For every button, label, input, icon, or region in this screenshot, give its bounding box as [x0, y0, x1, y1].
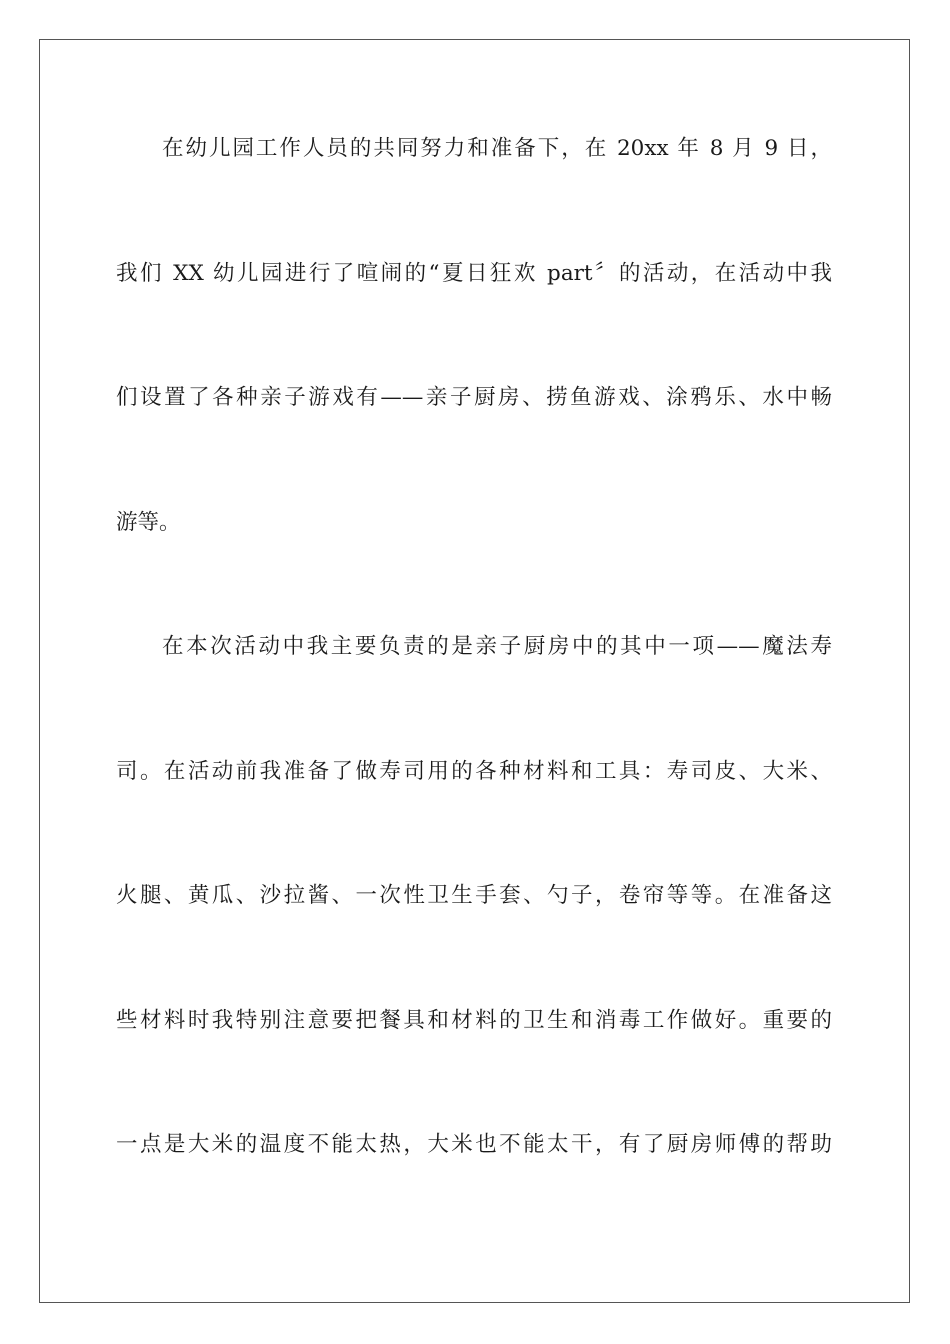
- paragraph-2-line-3: 火腿、黄瓜、沙拉酱、一次性卫生手套、勺子，卷帘等等。在准备这: [116, 883, 832, 908]
- paragraph-1-line-3: 们设置了各种亲子游戏有——亲子厨房、捞鱼游戏、涂鸦乐、水中畅: [116, 385, 832, 410]
- paragraph-2-line-4: 些材料时我特别注意要把餐具和材料的卫生和消毒工作做好。重要的: [116, 1008, 832, 1033]
- paragraph-1-line-4: 游等。: [116, 510, 181, 535]
- paragraph-2-line-1: 在本次活动中我主要负责的是亲子厨房中的其中一项——魔法寿: [162, 634, 832, 659]
- page-border: [39, 39, 910, 1303]
- paragraph-1-line-1: 在幼儿园工作人员的共同努力和准备下，在 20xx 年 8 月 9 日，: [162, 136, 832, 161]
- paragraph-2-line-5: 一点是大米的温度不能太热，大米也不能太干，有了厨房师傅的帮助: [116, 1132, 832, 1157]
- paragraph-1-line-2: 我们 XX 幼儿园进行了喧闹的“夏日狂欢 part〞的活动，在活动中我: [116, 261, 832, 286]
- paragraph-2-line-2: 司。在活动前我准备了做寿司用的各种材料和工具：寿司皮、大米、: [116, 759, 832, 784]
